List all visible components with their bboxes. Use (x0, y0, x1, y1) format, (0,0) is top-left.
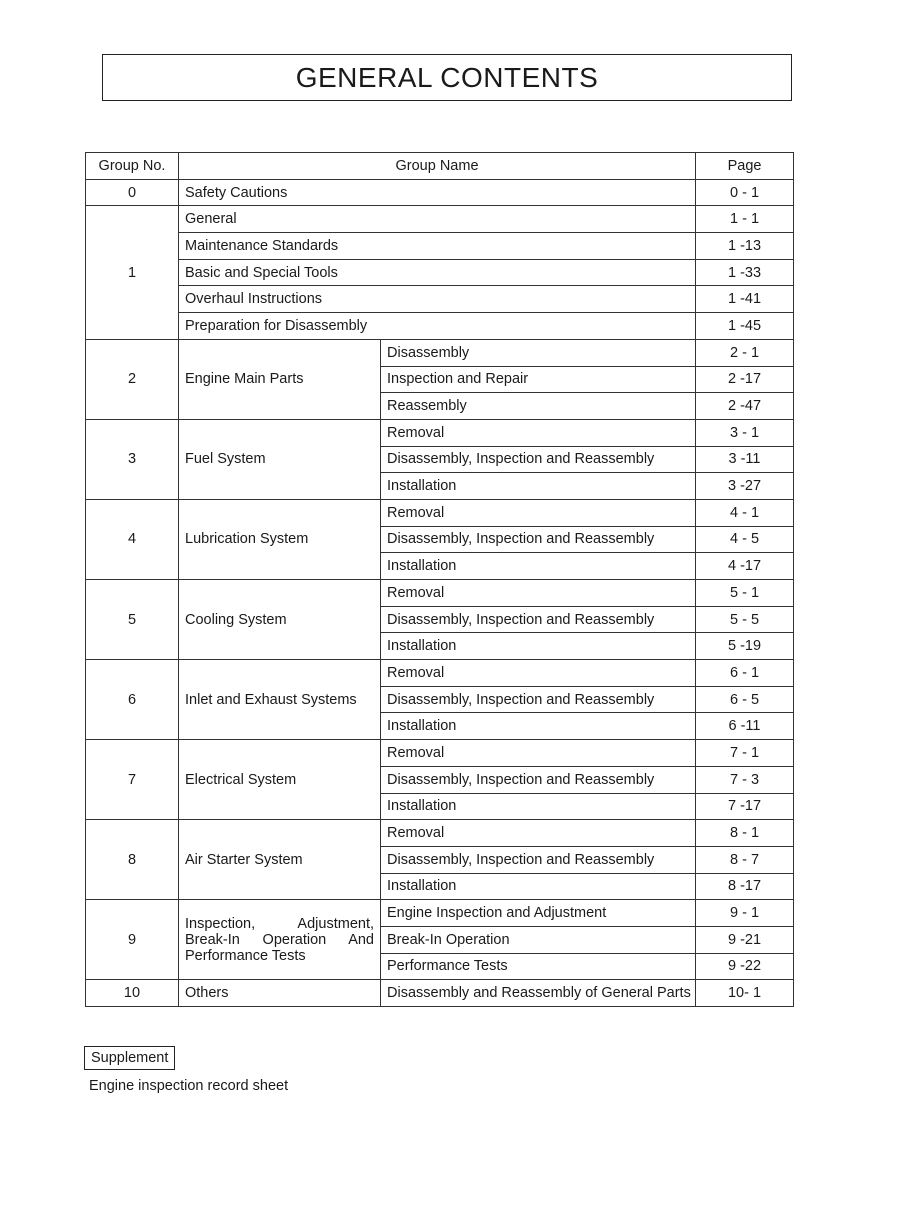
page-ref: 5 - 5 (696, 606, 794, 633)
group-number: 1 (86, 206, 179, 339)
page-ref: 3 -11 (696, 446, 794, 473)
subsection-name: Inspection and Repair (381, 366, 696, 393)
page-ref: 2 -47 (696, 393, 794, 420)
subsection-name: Removal (381, 740, 696, 767)
table-row (86, 313, 794, 340)
page-ref: 4 - 1 (696, 499, 794, 526)
page-ref: 4 - 5 (696, 526, 794, 553)
subsection-name: Disassembly, Inspection and Reassembly (381, 526, 696, 553)
page-ref: 8 - 7 (696, 846, 794, 873)
subsection-name: Removal (381, 580, 696, 607)
subsection-name: Installation (381, 553, 696, 580)
table-row (86, 980, 794, 1007)
group-number: 8 (86, 820, 179, 900)
table-row (86, 580, 794, 607)
table-row (86, 206, 794, 233)
subsection-name: Reassembly (381, 393, 696, 420)
group-name: Maintenance Standards (179, 233, 696, 260)
page-ref: 0 - 1 (696, 179, 794, 206)
page-ref: 1 -33 (696, 259, 794, 286)
table-row (86, 419, 794, 446)
table-row (86, 900, 794, 927)
group-number: 2 (86, 339, 179, 419)
page-ref: 1 - 1 (696, 206, 794, 233)
subsection-name: Disassembly (381, 339, 696, 366)
group-name: Preparation for Disassembly (179, 313, 696, 340)
group-number: 3 (86, 419, 179, 499)
page-ref: 9 -22 (696, 953, 794, 980)
header-group-name: Group Name (179, 153, 696, 180)
group-name: Basic and Special Tools (179, 259, 696, 286)
subsection-name: Disassembly and Reassembly of General Parts (381, 980, 696, 1007)
page-ref: 5 - 1 (696, 580, 794, 607)
header-page: Page (696, 153, 794, 180)
page-ref: 5 -19 (696, 633, 794, 660)
table-row (86, 259, 794, 286)
group-name: Electrical System (179, 740, 381, 820)
subsection-name: Disassembly, Inspection and Reassembly (381, 766, 696, 793)
page-ref: 4 -17 (696, 553, 794, 580)
group-name: Overhaul Instructions (179, 286, 696, 313)
subsection-name: Removal (381, 499, 696, 526)
subsection-name: Disassembly, Inspection and Reassembly (381, 446, 696, 473)
subsection-name: Break-In Operation (381, 926, 696, 953)
supplement-note: Engine inspection record sheet (89, 1078, 289, 1094)
header-group-no: Group No. (86, 153, 179, 180)
group-name: Fuel System (179, 419, 381, 499)
page-ref: 7 - 3 (696, 766, 794, 793)
subsection-name: Removal (381, 419, 696, 446)
table-row (86, 233, 794, 260)
subsection-name: Removal (381, 660, 696, 687)
subsection-name: Performance Tests (381, 953, 696, 980)
table-row (86, 286, 794, 313)
subsection-name: Installation (381, 793, 696, 820)
page-ref: 2 -17 (696, 366, 794, 393)
page-ref: 6 - 5 (696, 686, 794, 713)
group-number: 7 (86, 740, 179, 820)
subsection-name: Disassembly, Inspection and Reassembly (381, 606, 696, 633)
group-name: General (179, 206, 696, 233)
table-row (86, 179, 794, 206)
table-row (86, 820, 794, 847)
page-ref: 3 -27 (696, 473, 794, 500)
page-ref: 10- 1 (696, 980, 794, 1007)
subsection-name: Disassembly, Inspection and Reassembly (381, 846, 696, 873)
group-number: 9 (86, 900, 179, 980)
table-row (86, 740, 794, 767)
contents-table (85, 152, 794, 1007)
subsection-name: Installation (381, 633, 696, 660)
page-ref: 2 - 1 (696, 339, 794, 366)
subsection-name: Installation (381, 473, 696, 500)
group-number: 4 (86, 499, 179, 579)
subsection-name: Removal (381, 820, 696, 847)
page-ref: 8 - 1 (696, 820, 794, 847)
page-ref: 6 - 1 (696, 660, 794, 687)
group-number: 5 (86, 580, 179, 660)
group-number: 0 (86, 179, 179, 206)
group-name: Others (179, 980, 381, 1007)
page-ref: 7 - 1 (696, 740, 794, 767)
group-name: Lubrication System (179, 499, 381, 579)
page-ref: 1 -41 (696, 286, 794, 313)
group-name: Air Starter System (179, 820, 381, 900)
group-number: 6 (86, 660, 179, 740)
group-name: Cooling System (179, 580, 381, 660)
group-name-line: Inspection, Adjustment, (185, 915, 374, 932)
page-ref: 6 -11 (696, 713, 794, 740)
group-name-line: Break-In Operation And (185, 931, 374, 948)
group-name (179, 900, 381, 980)
page-ref: 1 -45 (696, 313, 794, 340)
group-name: Engine Main Parts (179, 339, 381, 419)
header-row (86, 153, 794, 180)
subsection-name: Installation (381, 873, 696, 900)
page-ref: 9 - 1 (696, 900, 794, 927)
page-ref: 1 -13 (696, 233, 794, 260)
subsection-name: Disassembly, Inspection and Reassembly (381, 686, 696, 713)
table-row (86, 339, 794, 366)
supplement-label: Supplement (84, 1046, 175, 1070)
subsection-name: Installation (381, 713, 696, 740)
page-title: GENERAL CONTENTS (102, 54, 792, 101)
page-ref: 3 - 1 (696, 419, 794, 446)
page-ref: 8 -17 (696, 873, 794, 900)
group-name: Inlet and Exhaust Systems (179, 660, 381, 740)
group-name-line: Performance Tests (185, 947, 306, 964)
page-ref: 7 -17 (696, 793, 794, 820)
group-number: 10 (86, 980, 179, 1007)
page-ref: 9 -21 (696, 926, 794, 953)
table-row (86, 499, 794, 526)
subsection-name: Engine Inspection and Adjustment (381, 900, 696, 927)
table-row (86, 660, 794, 687)
group-name: Safety Cautions (179, 179, 696, 206)
